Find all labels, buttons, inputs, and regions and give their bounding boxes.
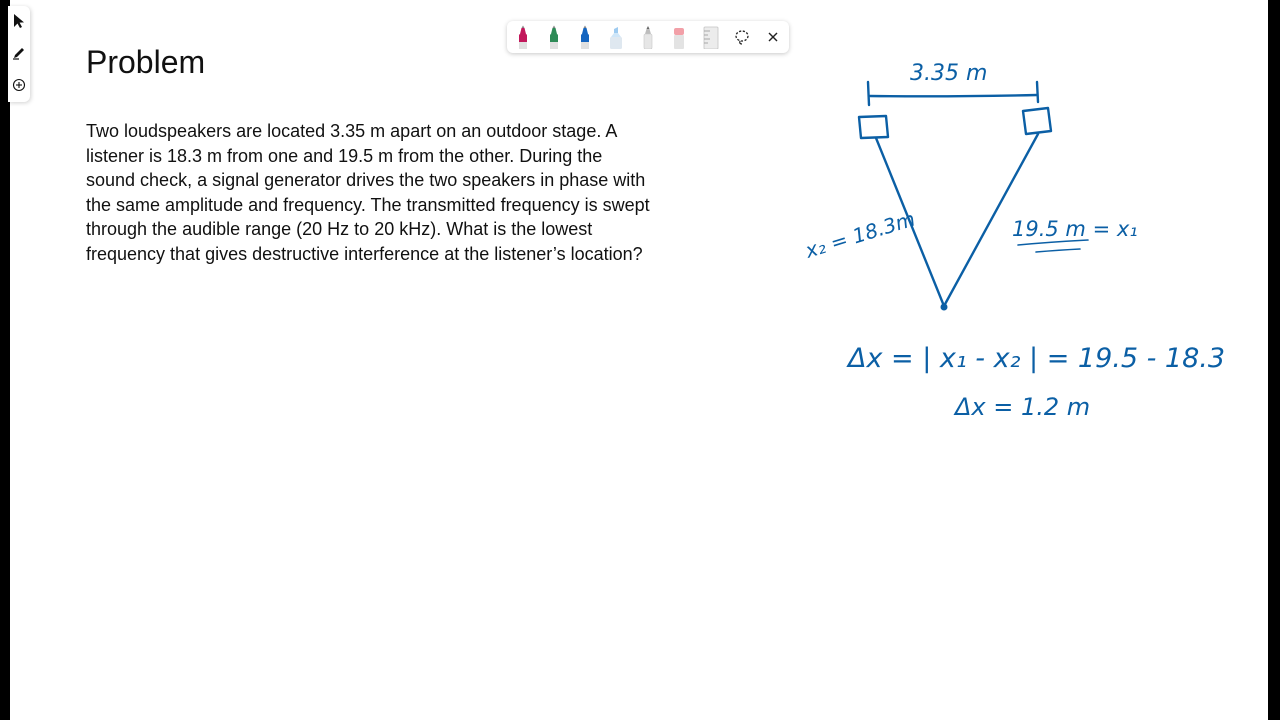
right-distance-label: 19.5 m = x₁	[1012, 217, 1138, 241]
problem-line: through the audible range (20 Hz to 20 kHz). What is the lowest	[86, 219, 593, 239]
left-distance-label: x₂ = 18.3m	[802, 206, 918, 263]
delta-x-result: Δx = 1.2 m	[955, 393, 1091, 421]
problem-line: frequency that gives destructive interference at the listener’s location?	[86, 243, 643, 264]
problem-line: listener is 18.3 m from one and 19.5 m from the other. During the	[86, 145, 603, 166]
delta-x-equation: Δx = | x₁ - x₂ | = 19.5 - 18.3	[848, 343, 1226, 374]
separation-dimension-line	[868, 82, 869, 105]
listener-point	[941, 304, 948, 311]
left-speaker-box	[859, 116, 888, 138]
problem-line: Two loudspeakers are located 3.35 m apart on an outdoor stage. A	[86, 121, 618, 141]
problem-line: the same amplitude and frequency. The transmitted frequency is swept	[86, 194, 650, 215]
problem-line: sound check, a signal generator drives the two speakers in phase with	[86, 170, 646, 190]
page-title: Problem	[86, 44, 206, 80]
separation-label: 3.35 m	[910, 61, 988, 86]
right-speaker-box	[1023, 108, 1051, 134]
